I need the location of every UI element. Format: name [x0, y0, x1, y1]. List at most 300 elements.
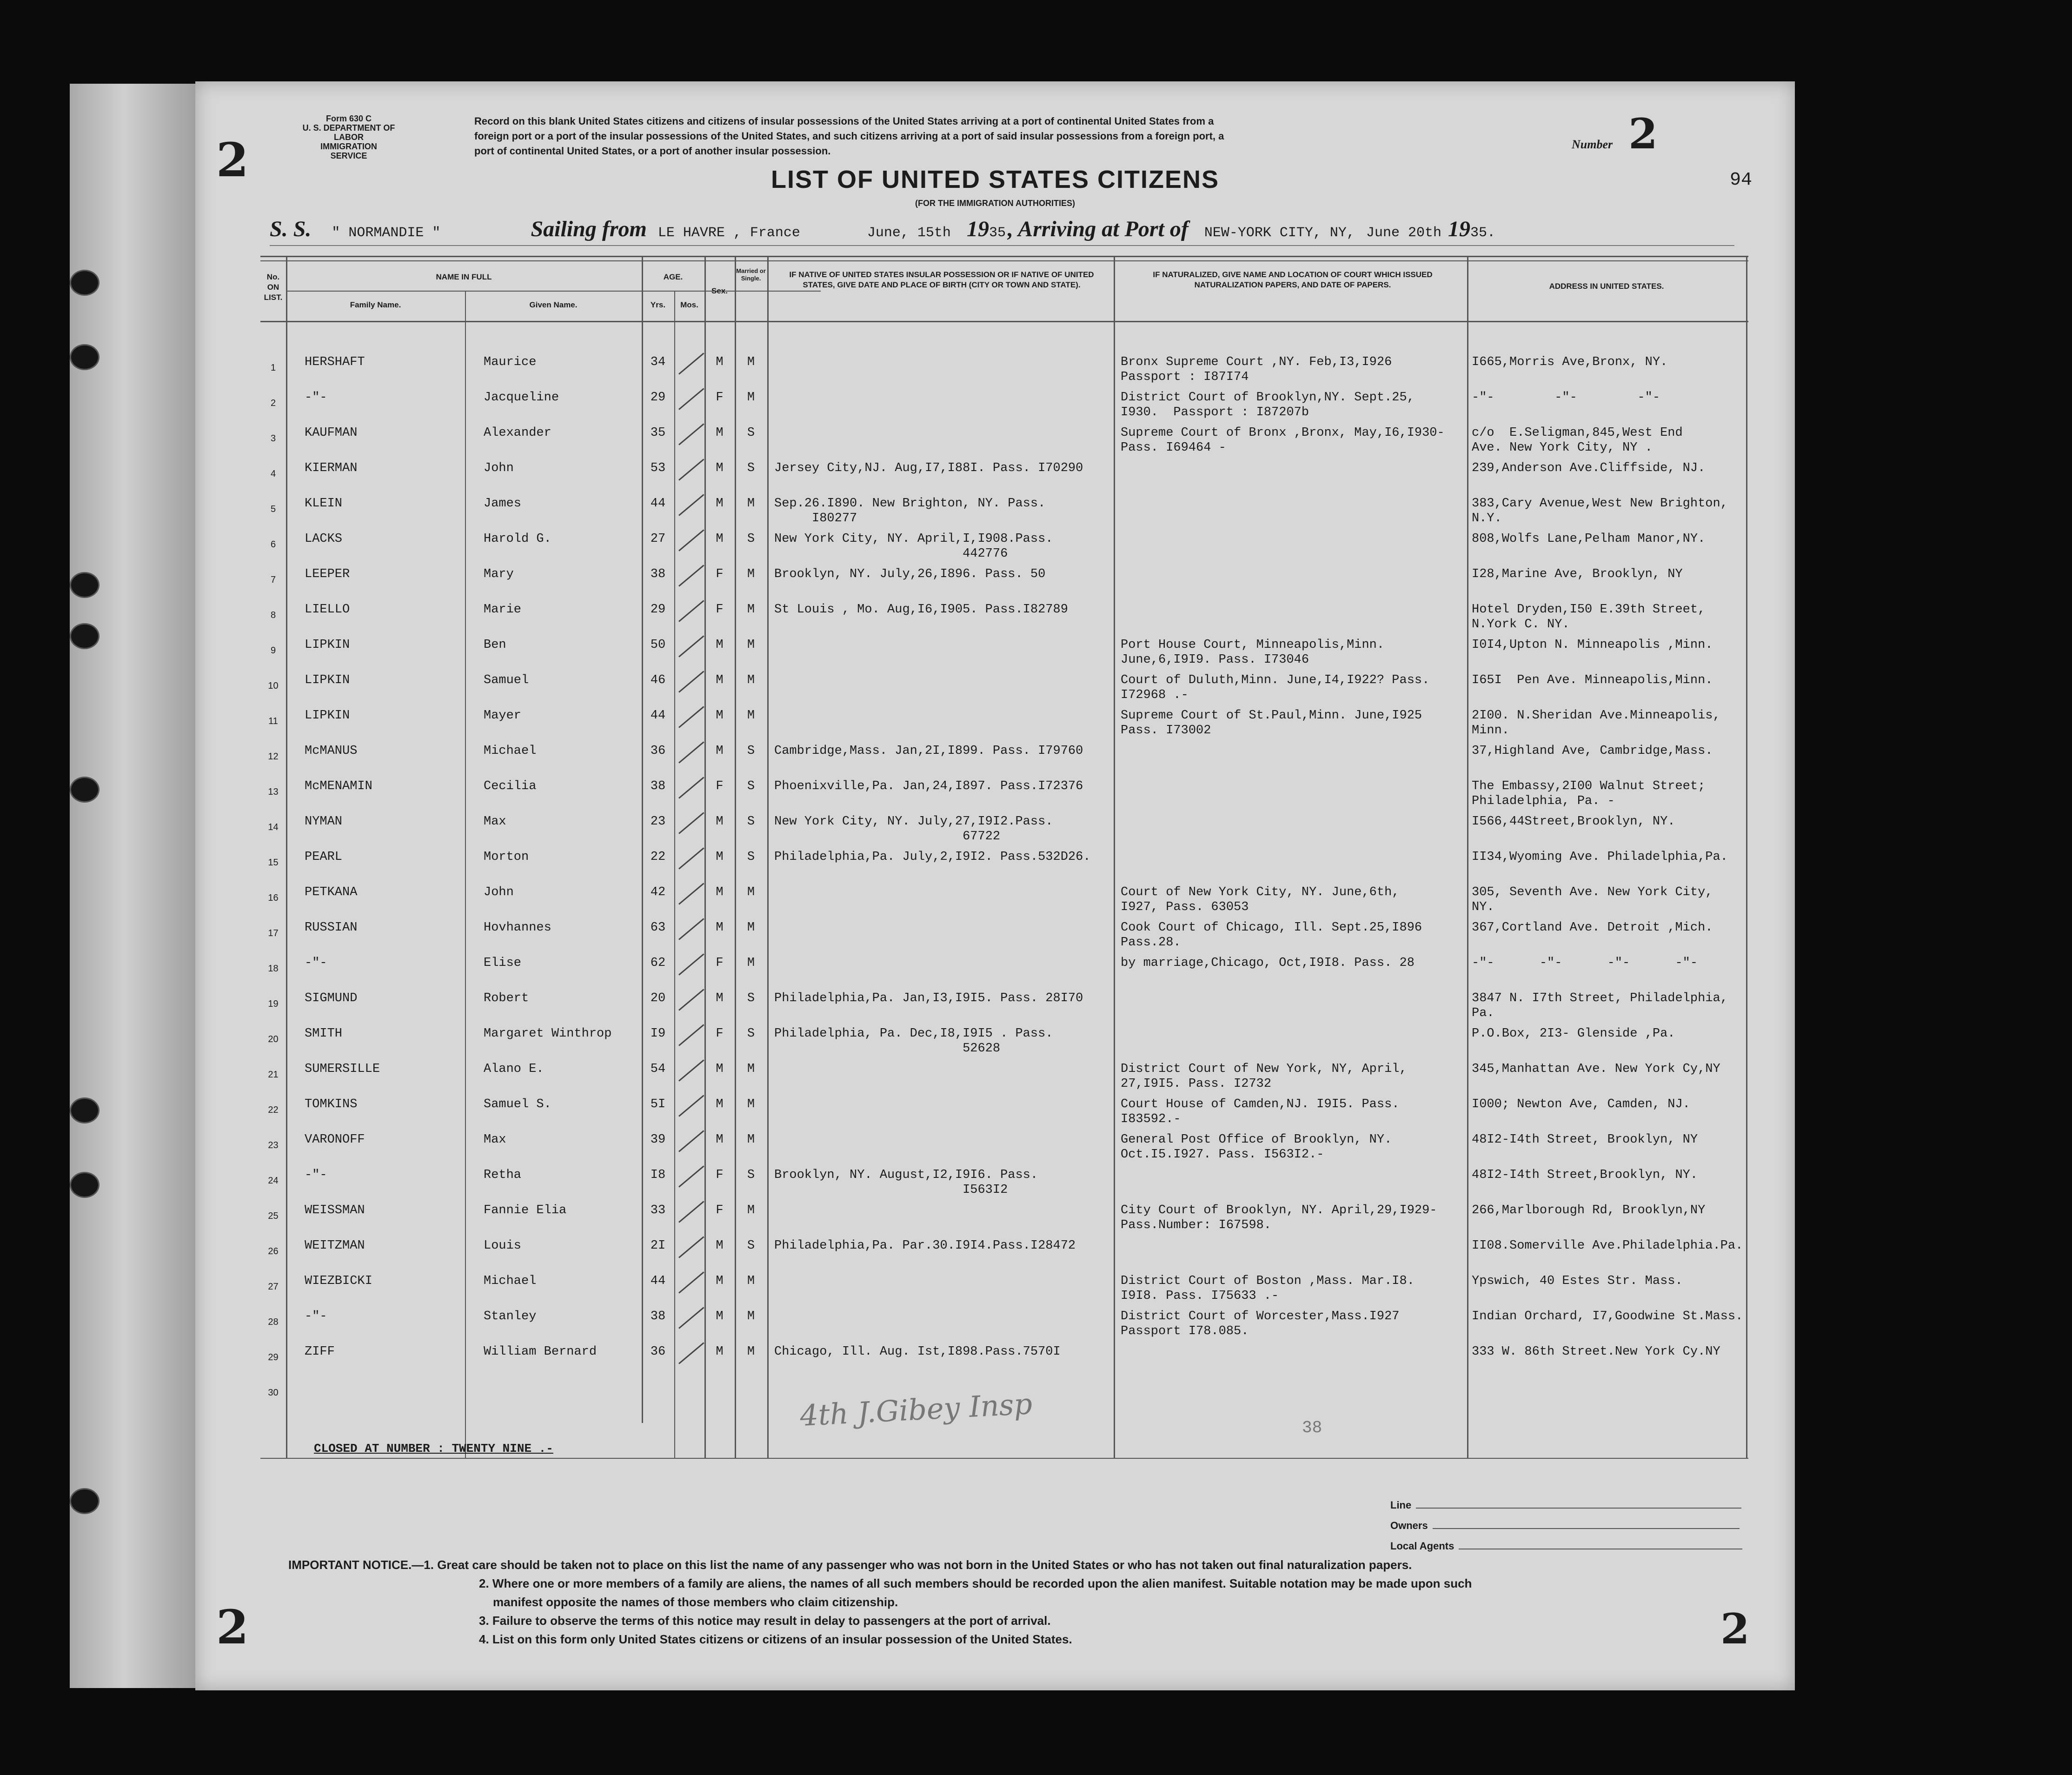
given-name: John	[484, 461, 514, 475]
sex: F	[716, 1027, 724, 1041]
form-number: Form 630 C	[325, 114, 372, 123]
binder-hole	[70, 777, 100, 803]
address: -"- -"- -"- -"-	[1472, 956, 1698, 970]
naturalization-info: Court House of Camden,NJ. I9I5. Pass. I83592.-	[1121, 1097, 1400, 1126]
given-name: Michael	[484, 1274, 537, 1288]
given-name: Elise	[484, 956, 522, 970]
row-number: 3	[270, 433, 276, 444]
row-number: 24	[268, 1176, 279, 1186]
col-rule	[465, 291, 466, 1458]
header-married-single: Married or Single.	[736, 267, 766, 282]
given-name: Samuel S.	[484, 1097, 551, 1111]
header-sex: Sex.	[711, 286, 728, 295]
given-name: Hovhannes	[484, 921, 551, 935]
check-mark	[678, 1271, 704, 1293]
row-number: 25	[268, 1211, 279, 1221]
address: 383,Cary Avenue,West New Brighton, N.Y.	[1472, 497, 1728, 525]
marital-status: M	[747, 391, 755, 405]
marital-status: M	[747, 355, 755, 369]
header-age: AGE.	[663, 273, 683, 281]
row-number: 4	[270, 469, 276, 479]
naturalization-info: Bronx Supreme Court ,NY. Feb,I3,I926 Passport : I87I74	[1121, 355, 1392, 384]
year-prefix: 19	[1448, 217, 1470, 241]
age-years: 50	[650, 638, 666, 652]
address: 3847 N. I7th Street, Philadelphia, Pa.	[1472, 991, 1728, 1020]
year-prefix: 19	[966, 217, 989, 241]
row-number: 22	[268, 1105, 279, 1115]
family-name: LIPKIN	[305, 638, 350, 652]
family-name: RUSSIAN	[305, 921, 358, 935]
check-mark	[678, 423, 704, 445]
sex: M	[716, 991, 724, 1005]
address: 48I2-I4th Street, Brooklyn, NY	[1472, 1133, 1698, 1147]
marital-status: S	[747, 426, 755, 440]
given-name: Marie	[484, 603, 522, 617]
given-name: Morton	[484, 850, 529, 864]
given-name: Alexander	[484, 426, 551, 440]
given-name: Stanley	[484, 1310, 537, 1323]
given-name: Max	[484, 815, 506, 829]
sex: M	[716, 673, 724, 687]
address: 48I2-I4th Street,Brooklyn, NY.	[1472, 1168, 1698, 1182]
address: II34,Wyoming Ave. Philadelphia,Pa.	[1472, 850, 1728, 864]
address: Indian Orchard, I7,Goodwine St.Mass.	[1472, 1310, 1743, 1323]
header-birth: IF NATIVE OF UNITED STATES INSULAR POSSESSION OR IF NATIVE OF UNITED STATES, GIVE DATE AND PLACE OF BIRTH (CITY OR TOWN AND STATE).	[789, 270, 1094, 289]
age-years: 44	[650, 497, 666, 511]
marital-status: M	[747, 638, 755, 652]
age-years: 38	[650, 779, 666, 793]
age-years: 29	[650, 603, 666, 617]
voyage-line	[270, 216, 1734, 244]
row-number: 1	[270, 363, 276, 373]
binder-strip	[70, 84, 205, 1688]
header-mos: Mos.	[680, 300, 698, 309]
family-name: McMENAMIN	[305, 779, 372, 793]
age-years: I8	[650, 1168, 666, 1182]
check-mark	[678, 883, 704, 904]
row-number: 13	[268, 787, 279, 797]
local-agents-label: Local Agents	[1390, 1540, 1454, 1552]
sex: M	[716, 815, 724, 829]
marital-status: S	[747, 532, 755, 546]
birth-info: Jersey City,NJ. Aug,I7,I88I. Pass. I70290	[774, 461, 1083, 475]
row-number: 2	[270, 398, 276, 408]
age-years: 5I	[650, 1097, 666, 1111]
birth-info: Brooklyn, NY. August,I2,I9I6. Pass. I563I2	[774, 1168, 1038, 1197]
age-years: 33	[650, 1203, 666, 1217]
closing-note: CLOSED AT NUMBER : TWENTY NINE .-	[314, 1442, 553, 1456]
notice-item: —1. Great care should be taken not to place on this list the name of any passenger who was not born in the United States or who has not taken out final naturalization papers.	[412, 1558, 1412, 1572]
address: 305, Seventh Ave. New York City, NY.	[1472, 885, 1713, 914]
birth-info: Philadelphia,Pa. Jan,I3,I9I5. Pass. 28I70	[774, 991, 1083, 1005]
arrival-year: 35.	[1470, 225, 1495, 241]
check-mark	[678, 600, 704, 622]
family-name: WEITZMAN	[305, 1239, 365, 1253]
given-name: Alano E.	[484, 1062, 544, 1076]
age-years: 23	[650, 815, 666, 829]
row-number: 6	[270, 539, 276, 550]
birth-info: Chicago, Ill. Aug. Ist,I898.Pass.7570I	[774, 1345, 1061, 1359]
birth-info: Brooklyn, NY. July,26,I896. Pass. 50	[774, 567, 1046, 581]
family-name: KLEIN	[305, 497, 343, 511]
family-name: PEARL	[305, 850, 343, 864]
check-mark	[678, 741, 704, 763]
ship-name: " NORMANDIE "	[332, 225, 441, 241]
sex: M	[716, 1133, 724, 1147]
sailing-date: June, 15th	[867, 225, 951, 241]
intro-text	[474, 114, 1720, 159]
check-mark	[678, 953, 704, 975]
col-rule	[767, 256, 769, 1458]
naturalization-info: by marriage,Chicago, Oct,I9I8. Pass. 28	[1121, 956, 1415, 970]
page-subtitle: (FOR THE IMMIGRATION AUTHORITIES)	[915, 199, 1075, 208]
row-number: 20	[268, 1034, 279, 1044]
address: I28,Marine Ave, Brooklyn, NY	[1472, 567, 1683, 581]
given-name: Harold G.	[484, 532, 551, 546]
table-top-rule	[260, 256, 1748, 257]
sheet-mark-top: 2	[216, 133, 249, 187]
given-name: William Bernard	[484, 1345, 597, 1359]
intro-line: port of continental United States, or a port of another insular possession.	[474, 145, 831, 157]
sex: M	[716, 921, 724, 935]
given-name: John	[484, 885, 514, 899]
birth-info: Cambridge,Mass. Jan,2I,I899. Pass. I79760	[774, 744, 1083, 758]
row-number: 10	[268, 681, 279, 691]
sheet-mark-bottom: 2	[216, 1600, 249, 1655]
row-number: 18	[268, 964, 279, 974]
sex: F	[716, 1203, 724, 1217]
row-number: 8	[270, 610, 276, 620]
family-name: LIPKIN	[305, 709, 350, 723]
naturalization-info: Supreme Court of Bronx ,Bronx, May,I6,I930- Pass. I69464 -	[1121, 426, 1445, 455]
address: I566,44Street,Brooklyn, NY.	[1472, 815, 1675, 829]
row-number: 14	[268, 822, 279, 832]
binder-hole	[70, 270, 100, 296]
marital-status: M	[747, 709, 755, 723]
age-years: 20	[650, 991, 666, 1005]
sex: F	[716, 956, 724, 970]
address: -"- -"- -"-	[1472, 391, 1660, 405]
check-mark	[678, 1307, 704, 1329]
check-mark	[678, 1024, 704, 1046]
marital-status: M	[747, 1203, 755, 1217]
owners-label: Owners	[1390, 1520, 1428, 1531]
col-rule	[1467, 256, 1468, 1458]
address: 333 W. 86th Street.New York Cy.NY	[1472, 1345, 1720, 1359]
sex: M	[716, 1239, 724, 1253]
row-number: 30	[268, 1388, 279, 1398]
age-years: 34	[650, 355, 666, 369]
sex: M	[716, 1310, 724, 1323]
age-years: 46	[650, 673, 666, 687]
marital-status: S	[747, 1239, 755, 1253]
number-value: 2	[1628, 109, 1658, 159]
voyage-underline	[270, 245, 1734, 246]
given-name: Maurice	[484, 355, 537, 369]
header-name-in-full: NAME IN FULL	[436, 273, 492, 281]
check-mark	[678, 494, 704, 516]
address: The Embassy,2I00 Walnut Street; Philadelphia, Pa. -	[1472, 779, 1706, 808]
row-number: 26	[268, 1246, 279, 1256]
marital-status: S	[747, 779, 755, 793]
family-name: -"-	[305, 391, 327, 405]
age-years: 36	[650, 1345, 666, 1359]
table-bottom-rule	[260, 1458, 1748, 1459]
given-name: Margaret Winthrop	[484, 1027, 612, 1041]
check-mark	[678, 706, 704, 728]
birth-info: Phoenixville,Pa. Jan,24,I897. Pass.I72376	[774, 779, 1083, 793]
address: 2I00. N.Sheridan Ave.Minneapolis, Minn.	[1472, 709, 1720, 738]
age-years: 42	[650, 885, 666, 899]
birth-info: New York City, NY. April,I,I908.Pass. 442776	[774, 532, 1053, 561]
row-number: 23	[268, 1140, 279, 1150]
row-number: 12	[268, 751, 279, 762]
marital-status: M	[747, 497, 755, 511]
address: I000; Newton Ave, Camden, NJ.	[1472, 1097, 1690, 1111]
header-no-on-list: No. ON LIST.	[264, 273, 283, 302]
age-years: 35	[650, 426, 666, 440]
birth-info: Sep.26.I890. New Brighton, NY. Pass. I80277	[774, 497, 1046, 525]
check-mark	[678, 989, 704, 1010]
row-number: 19	[268, 999, 279, 1009]
header-yrs: Yrs.	[650, 300, 666, 309]
department-name: U. S. DEPARTMENT OF LABOR	[302, 123, 395, 142]
address: P.O.Box, 2I3- Glenside ,Pa.	[1472, 1027, 1675, 1041]
naturalization-info: Court of Duluth,Minn. June,I4,I922? Pass. I72968 .-	[1121, 673, 1430, 702]
number-label: Number	[1572, 138, 1613, 151]
check-mark	[678, 1095, 704, 1117]
age-years: 22	[650, 850, 666, 864]
sex: M	[716, 850, 724, 864]
address: Ypswich, 40 Estes Str. Mass.	[1472, 1274, 1683, 1288]
age-years: 27	[650, 532, 666, 546]
row-number: 28	[268, 1317, 279, 1327]
given-name: Retha	[484, 1168, 522, 1182]
row-number: 16	[268, 893, 279, 903]
row-number: 15	[268, 858, 279, 868]
marital-status: S	[747, 1027, 755, 1041]
age-years: I9	[650, 1027, 666, 1041]
row-number: 9	[270, 645, 276, 656]
marital-status: S	[747, 991, 755, 1005]
sex: M	[716, 461, 724, 475]
check-mark	[678, 1130, 704, 1152]
check-mark	[678, 1342, 704, 1364]
family-name: SUMERSILLE	[305, 1062, 380, 1076]
given-name: Max	[484, 1133, 506, 1147]
row-number: 5	[270, 504, 276, 514]
notice-item: 3. Failure to observe the terms of this notice may result in delay to passengers at the port of arrival.	[479, 1614, 1051, 1628]
naturalization-info: General Post Office of Brooklyn, NY. Oct.I5.I927. Pass. I563I2.-	[1121, 1133, 1392, 1162]
address: 808,Wolfs Lane,Pelham Manor,NY.	[1472, 532, 1706, 546]
binder-hole	[70, 572, 100, 598]
birth-info: Philadelphia,Pa. Par.30.I9I4.Pass.I28472	[774, 1239, 1076, 1253]
family-name: HERSHAFT	[305, 355, 365, 369]
marital-status: M	[747, 1310, 755, 1323]
sex: F	[716, 1168, 724, 1182]
family-name: SMITH	[305, 1027, 343, 1041]
family-name: KIERMAN	[305, 461, 358, 475]
binder-hole	[70, 1097, 100, 1124]
given-name: Robert	[484, 991, 529, 1005]
family-name: LACKS	[305, 532, 343, 546]
marital-status: M	[747, 1345, 755, 1359]
number-field	[1572, 109, 1658, 159]
given-name: Samuel	[484, 673, 529, 687]
notice-item: 4. List on this form only United States citizens or citizens of an insular possession of the United States.	[479, 1632, 1072, 1646]
sex: F	[716, 779, 724, 793]
sex: M	[716, 638, 724, 652]
naturalization-info: Court of New York City, NY. June,6th, I927, Pass. 63053	[1121, 885, 1400, 914]
ss-label: S. S.	[270, 217, 312, 241]
sex: F	[716, 567, 724, 581]
naturalization-info: Supreme Court of St.Paul,Minn. June,I925 Pass. I73002	[1121, 709, 1422, 738]
binder-hole	[70, 1488, 100, 1514]
marital-status: S	[747, 461, 755, 475]
check-mark	[678, 777, 704, 798]
row-number: 17	[268, 928, 279, 938]
marital-status: M	[747, 1274, 755, 1288]
line-label: Line	[1390, 1499, 1412, 1511]
sex: M	[716, 1062, 724, 1076]
sex: M	[716, 885, 724, 899]
given-name: Cecilia	[484, 779, 537, 793]
check-mark	[678, 1165, 704, 1187]
marital-status: M	[747, 1133, 755, 1147]
arrival-date: June 20th	[1366, 225, 1441, 241]
check-mark	[678, 529, 704, 551]
age-years: 44	[650, 709, 666, 723]
address: 37,Highland Ave, Cambridge,Mass.	[1472, 744, 1713, 758]
check-mark	[678, 459, 704, 480]
sex: M	[716, 1345, 724, 1359]
service-name: IMMIGRATION SERVICE	[320, 142, 377, 160]
birth-info: Philadelphia, Pa. Dec,I8,I9I5 . Pass. 52628	[774, 1027, 1053, 1056]
given-name: Mary	[484, 567, 514, 581]
header-given-name: Given Name.	[529, 300, 578, 309]
binder-hole	[70, 344, 100, 370]
family-name: WIEZBICKI	[305, 1274, 372, 1288]
marital-status: M	[747, 567, 755, 581]
family-name: KAUFMAN	[305, 426, 358, 440]
family-name: LIPKIN	[305, 673, 350, 687]
birth-info: St Louis , Mo. Aug,I6,I905. Pass.I82789	[774, 603, 1068, 617]
address: 345,Manhattan Ave. New York Cy,NY	[1472, 1062, 1720, 1076]
marital-status: M	[747, 673, 755, 687]
family-name: ZIFF	[305, 1345, 335, 1359]
page-title: LIST OF UNITED STATES CITIZENS	[771, 166, 1219, 193]
col-rule	[286, 256, 287, 1458]
col-rule	[674, 291, 675, 1458]
birth-info: Philadelphia,Pa. July,2,I9I2. Pass.532D26.	[774, 850, 1091, 864]
header-family-name: Family Name.	[350, 300, 401, 309]
age-years: 36	[650, 744, 666, 758]
check-mark	[678, 388, 704, 410]
sheet-mark-bottom-right: 2	[1720, 1604, 1750, 1654]
birth-info: New York City, NY. July,27,I9I2.Pass. 67722	[774, 815, 1053, 844]
check-mark	[678, 352, 704, 374]
sex: M	[716, 744, 724, 758]
family-name: LIELLO	[305, 603, 350, 617]
naturalization-info: District Court of New York, NY, April, 27,I9I5. Pass. I2732	[1121, 1062, 1407, 1091]
marital-status: M	[747, 921, 755, 935]
page-number: 94	[1730, 170, 1753, 191]
address: I65I Pen Ave. Minneapolis,Minn.	[1472, 673, 1713, 687]
check-mark	[678, 812, 704, 834]
naturalization-info: Cook Court of Chicago, Ill. Sept.25,I896 Pass.28.	[1121, 921, 1422, 950]
age-years: 39	[650, 1133, 666, 1147]
binder-hole	[70, 1172, 100, 1198]
check-mark	[678, 1059, 704, 1081]
row-number: 11	[268, 716, 278, 726]
header-bottom-rule	[260, 321, 1748, 322]
age-years: 29	[650, 391, 666, 405]
sex: M	[716, 709, 724, 723]
address: 266,Marlborough Rd, Brooklyn,NY	[1472, 1203, 1706, 1217]
arriving-label: , Arriving at Port of	[1007, 217, 1189, 241]
marital-status: M	[747, 885, 755, 899]
family-name: NYMAN	[305, 815, 343, 829]
header-naturalized: IF NATURALIZED, GIVE NAME AND LOCATION OF COURT WHICH ISSUED NATURALIZATION PAPERS, AND DATE OF PAPERS.	[1153, 270, 1433, 289]
family-name: -"-	[305, 956, 327, 970]
marital-status: S	[747, 815, 755, 829]
given-name: Jacqueline	[484, 391, 559, 405]
given-name: Ben	[484, 638, 506, 652]
family-name: LEEPER	[305, 567, 350, 581]
intro-line: Record on this blank United States citizens and citizens of insular possessions of the United States arriving at a port of continental United States from a	[474, 115, 1214, 127]
naturalization-info: District Court of Brooklyn,NY. Sept.25, I930. Passport : I87207b	[1121, 391, 1415, 419]
check-mark	[678, 635, 704, 657]
address: I0I4,Upton N. Minneapolis ,Minn.	[1472, 638, 1713, 652]
marital-status: M	[747, 1062, 755, 1076]
header-address: ADDRESS IN UNITED STATES.	[1549, 282, 1664, 291]
naturalization-info: Port House Court, Minneapolis,Minn. June,6,I9I9. Pass. I73046	[1121, 638, 1385, 667]
sex: M	[716, 426, 724, 440]
arrival-port: NEW-YORK CITY, NY,	[1204, 225, 1355, 241]
age-years: 53	[650, 461, 666, 475]
given-name: Mayer	[484, 709, 522, 723]
inspector-signature: 4th J.Gibey Insp	[799, 1386, 1033, 1433]
sex: F	[716, 391, 724, 405]
address: c/o E.Seligman,845,West End Ave. New York City, NY .	[1472, 426, 1683, 455]
age-years: 54	[650, 1062, 666, 1076]
row-number: 27	[268, 1282, 279, 1292]
age-years: 44	[650, 1274, 666, 1288]
row-number: 21	[268, 1070, 279, 1080]
sex: M	[716, 355, 724, 369]
check-mark	[678, 1201, 704, 1223]
manifest-page	[195, 81, 1795, 1690]
family-name: -"-	[305, 1168, 327, 1182]
address: II08.Somerville Ave.Philadelphia.Pa.	[1472, 1239, 1743, 1253]
check-mark	[678, 565, 704, 586]
naturalization-info: City Court of Brooklyn, NY. April,29,I929- Pass.Number: I67598.	[1121, 1203, 1437, 1232]
family-name: -"-	[305, 1310, 327, 1323]
row-number: 7	[270, 575, 276, 585]
address: 239,Anderson Ave.Cliffside, NJ.	[1472, 461, 1706, 475]
notice-item: 2. Where one or more members of a family are aliens, the names of all such members should be recorded upon the alien manifest. Suitable notation may be made upon such	[479, 1576, 1472, 1590]
header-rule	[286, 291, 821, 292]
family-name: VARONOFF	[305, 1133, 365, 1147]
marital-status: M	[747, 603, 755, 617]
check-mark	[678, 847, 704, 869]
stamp-number: 38	[1302, 1418, 1322, 1437]
marital-status: M	[747, 1097, 755, 1111]
age-years: 2I	[650, 1239, 666, 1253]
age-years: 62	[650, 956, 666, 970]
given-name: Fannie Elia	[484, 1203, 567, 1217]
marital-status: S	[747, 850, 755, 864]
